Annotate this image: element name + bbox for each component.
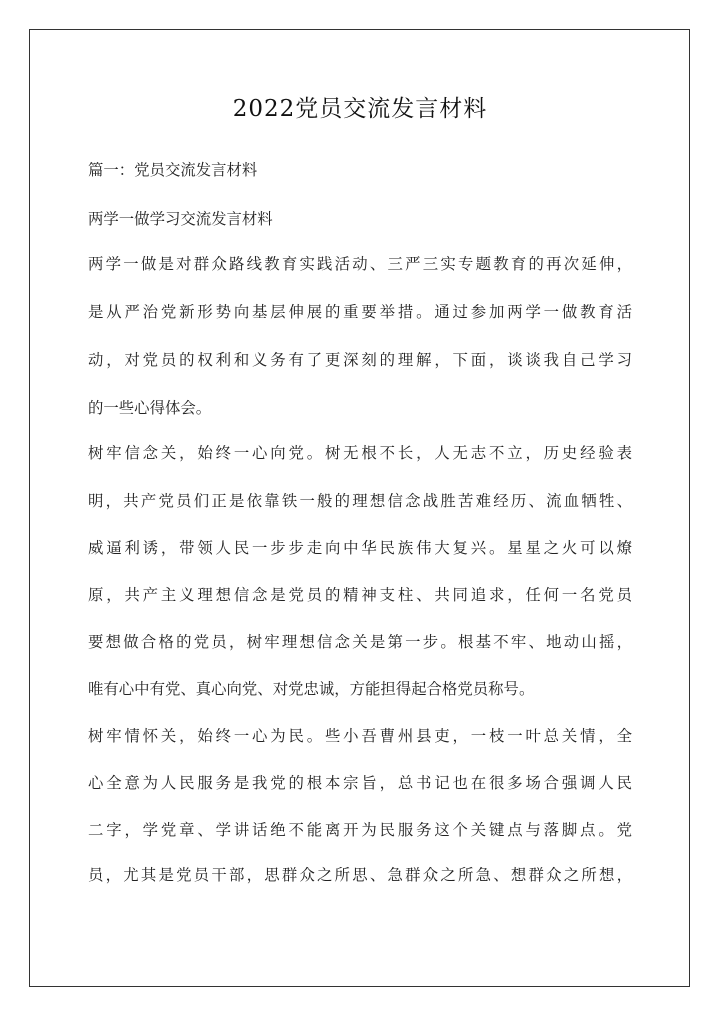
paragraph-line: 员，尤其是党员干部，思群众之所思、急群众之所急、想群众之所想，	[88, 866, 632, 884]
paragraph-line: 是从严治党新形势向基层伸展的重要举措。通过参加两学一做教育活	[88, 303, 632, 321]
paragraph-line: 原，共产主义理想信念是党员的精神支柱、共同追求，任何一名党员	[88, 586, 632, 604]
paragraph-line: 心全意为人民服务是我党的根本宗旨，总书记也在很多场合强调人民	[88, 774, 632, 792]
paragraph-line: 树牢信念关，始终一心向党。树无根不长，人无志不立，历史经验表	[88, 444, 632, 462]
paragraph-line: 二字，学党章、学讲话绝不能离开为民服务这个关键点与落脚点。党	[88, 821, 632, 839]
paragraph-line: 两学一做是对群众路线教育实践活动、三严三实专题教育的再次延伸，	[88, 255, 632, 273]
paragraph-line: 明，共产党员们正是依靠铁一般的理想信念战胜苦难经历、流血牺牲、	[88, 492, 632, 510]
section-heading: 篇一：党员交流发言材料	[88, 161, 258, 179]
subheading: 两学一做学习交流发言材料	[88, 210, 273, 228]
document-title: 2022党员交流发言材料	[232, 96, 488, 122]
paragraph-line: 的一些心得体会。	[88, 399, 212, 417]
paragraph-line: 树牢情怀关，始终一心为民。些小吾曹州县吏，一枝一叶总关情，全	[88, 727, 632, 745]
paragraph-line: 威逼利诱，带领人民一步步走向中华民族伟大复兴。星星之火可以燎	[88, 539, 632, 557]
paragraph-line: 唯有心中有党、真心向党、对党忠诚，方能担得起合格党员称号。	[88, 680, 535, 698]
paragraph-line: 要想做合格的党员，树牢理想信念关是第一步。根基不牢、地动山摇，	[88, 633, 632, 651]
paragraph-line: 动，对党员的权利和义务有了更深刻的理解，下面，谈谈我自己学习	[88, 351, 632, 369]
